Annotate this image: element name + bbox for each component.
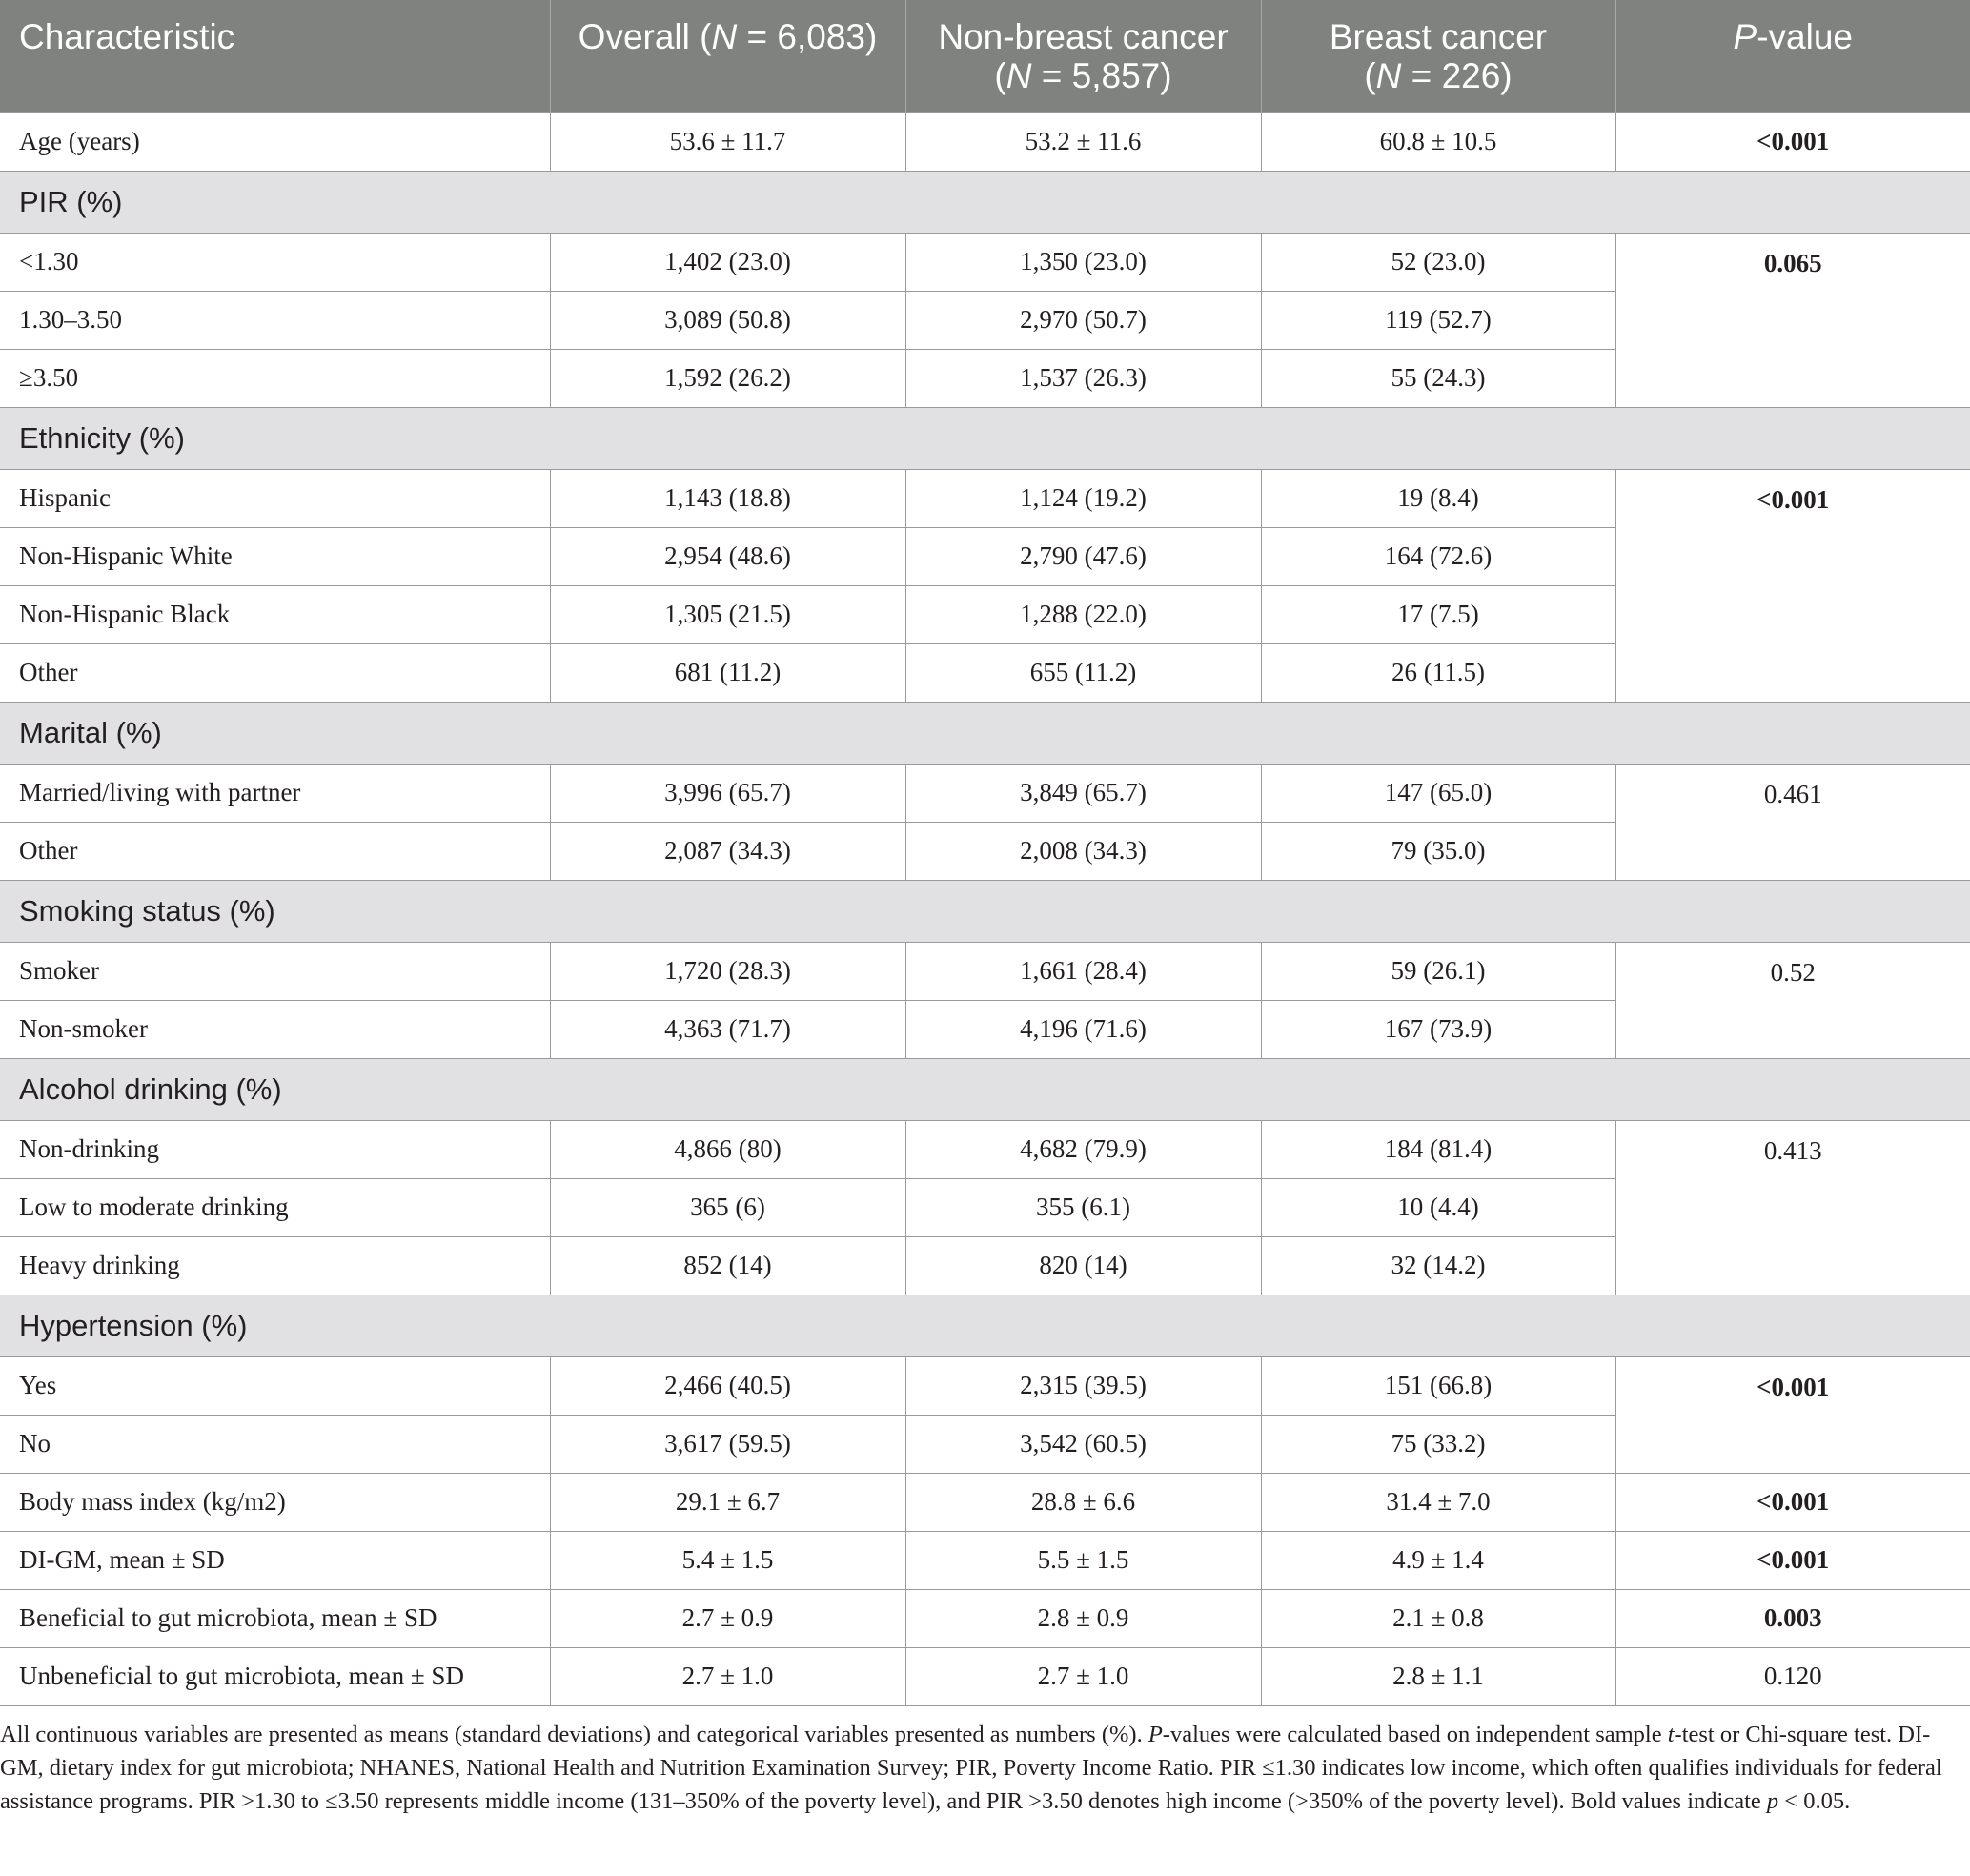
cell-overall: 2,954 (48.6) [550,527,905,585]
table-row-married [0,764,1970,822]
cell-non-breast-cancer: 655 (11.2) [905,643,1261,702]
section-pir [0,171,1970,233]
table-row-smoker [0,942,1970,1000]
cell-breast-cancer: 31.4 ± 7.0 [1261,1473,1615,1531]
row-label: Smoker [0,942,550,1000]
cell-p-value: <0.001 [1615,1356,1970,1473]
cell-breast-cancer: 59 (26.1) [1261,942,1615,1000]
row-label: Beneficial to gut microbiota, mean ± SD [0,1589,550,1647]
row-label: Non-drinking [0,1120,550,1178]
table-row-beneficial [0,1589,1970,1647]
cell-p-value: 0.120 [1615,1647,1970,1705]
cell-overall: 29.1 ± 6.7 [550,1473,905,1531]
cell-breast-cancer: 147 (65.0) [1261,764,1615,822]
cell-overall: 1,402 (23.0) [550,233,905,291]
cell-breast-cancer: 184 (81.4) [1261,1120,1615,1178]
row-label: Hispanic [0,469,550,527]
cell-overall: 1,305 (21.5) [550,585,905,643]
row-label: Heavy drinking [0,1236,550,1295]
table-header-row [0,0,1970,112]
cell-non-breast-cancer: 2.8 ± 0.9 [905,1589,1261,1647]
row-label: ≥3.50 [0,349,550,407]
cell-non-breast-cancer: 28.8 ± 6.6 [905,1473,1261,1531]
section-label: Marital (%) [0,702,1970,764]
cell-overall: 2,087 (34.3) [550,822,905,880]
cell-non-breast-cancer: 4,682 (79.9) [905,1120,1261,1178]
cell-breast-cancer: 10 (4.4) [1261,1178,1615,1236]
row-label: DI-GM, mean ± SD [0,1531,550,1589]
row-label: Other [0,822,550,880]
cell-p-value: <0.001 [1615,1473,1970,1531]
cell-breast-cancer: 32 (14.2) [1261,1236,1615,1295]
cell-breast-cancer: 55 (24.3) [1261,349,1615,407]
cell-p-value: <0.001 [1615,1531,1970,1589]
row-label: <1.30 [0,233,550,291]
row-label: Non-smoker [0,1000,550,1058]
cell-non-breast-cancer: 4,196 (71.6) [905,1000,1261,1058]
cell-overall: 365 (6) [550,1178,905,1236]
row-label: Unbeneficial to gut microbiota, mean ± SD [0,1647,550,1705]
cell-non-breast-cancer: 820 (14) [905,1236,1261,1295]
header-p-value: P-value [1615,0,1970,112]
cell-overall: 2,466 (40.5) [550,1356,905,1415]
cell-overall: 681 (11.2) [550,643,905,702]
cell-overall: 2.7 ± 0.9 [550,1589,905,1647]
cell-non-breast-cancer: 1,288 (22.0) [905,585,1261,643]
table-row-bmi [0,1473,1970,1531]
cell-overall: 53.6 ± 11.7 [550,112,905,171]
section-label: PIR (%) [0,171,1970,233]
cell-overall: 4,866 (80) [550,1120,905,1178]
cell-breast-cancer: 119 (52.7) [1261,291,1615,349]
cell-p-value: <0.001 [1615,469,1970,702]
cell-non-breast-cancer: 3,542 (60.5) [905,1415,1261,1473]
cell-overall: 2.7 ± 1.0 [550,1647,905,1705]
row-label: 1.30–3.50 [0,291,550,349]
cell-p-value: 0.52 [1615,942,1970,1058]
header-overall: Overall (N = 6,083) [550,0,905,112]
cell-non-breast-cancer: 2,315 (39.5) [905,1356,1261,1415]
section-label: Alcohol drinking (%) [0,1058,1970,1120]
header-breast-cancer: Breast cancer (N = 226) [1261,0,1615,112]
cell-non-breast-cancer: 1,350 (23.0) [905,233,1261,291]
table-row-pir-low [0,233,1970,291]
section-marital [0,702,1970,764]
cell-p-value: 0.065 [1615,233,1970,407]
cell-non-breast-cancer: 2,790 (47.6) [905,527,1261,585]
cell-overall: 3,089 (50.8) [550,291,905,349]
cell-non-breast-cancer: 1,661 (28.4) [905,942,1261,1000]
cell-non-breast-cancer: 1,124 (19.2) [905,469,1261,527]
cell-breast-cancer: 60.8 ± 10.5 [1261,112,1615,171]
cell-non-breast-cancer: 53.2 ± 11.6 [905,112,1261,171]
cell-overall: 852 (14) [550,1236,905,1295]
cell-overall: 3,996 (65.7) [550,764,905,822]
cell-overall: 1,592 (26.2) [550,349,905,407]
cell-non-breast-cancer: 2,970 (50.7) [905,291,1261,349]
table-row-hispanic [0,469,1970,527]
table-row-unbeneficial [0,1647,1970,1705]
cell-non-breast-cancer: 355 (6.1) [905,1178,1261,1236]
cell-breast-cancer: 79 (35.0) [1261,822,1615,880]
cell-p-value: <0.001 [1615,112,1970,171]
cell-breast-cancer: 75 (33.2) [1261,1415,1615,1473]
cell-non-breast-cancer: 3,849 (65.7) [905,764,1261,822]
header-characteristic: Characteristic [0,0,550,112]
cell-p-value: 0.461 [1615,764,1970,880]
cell-breast-cancer: 2.8 ± 1.1 [1261,1647,1615,1705]
section-smoking [0,880,1970,942]
cell-non-breast-cancer: 2.7 ± 1.0 [905,1647,1261,1705]
cell-breast-cancer: 17 (7.5) [1261,585,1615,643]
cell-breast-cancer: 19 (8.4) [1261,469,1615,527]
section-hypertension [0,1295,1970,1356]
cell-breast-cancer: 52 (23.0) [1261,233,1615,291]
row-label: Age (years) [0,112,550,171]
section-ethnicity [0,407,1970,469]
cell-breast-cancer: 164 (72.6) [1261,527,1615,585]
row-label: No [0,1415,550,1473]
cell-overall: 3,617 (59.5) [550,1415,905,1473]
cell-p-value: 0.003 [1615,1589,1970,1647]
cell-overall: 5.4 ± 1.5 [550,1531,905,1589]
cell-p-value: 0.413 [1615,1120,1970,1295]
cell-overall: 1,143 (18.8) [550,469,905,527]
table-row-hypertension-yes [0,1356,1970,1415]
row-label: Body mass index (kg/m2) [0,1473,550,1531]
section-label: Ethnicity (%) [0,407,1970,469]
row-label: Low to moderate drinking [0,1178,550,1236]
cell-non-breast-cancer: 1,537 (26.3) [905,349,1261,407]
section-label: Hypertension (%) [0,1295,1970,1356]
cell-overall: 1,720 (28.3) [550,942,905,1000]
table-row-age [0,112,1970,171]
cell-breast-cancer: 2.1 ± 0.8 [1261,1589,1615,1647]
table-footnote: All continuous variables are presented as means (standard deviations) and categorical variables presented as numbers (%). P-values were calculated based on independent sample t-test or Chi-square test. DI-GM, dietary index for gut microbiota; NHANES, National Health and Nutrition Examination Survey; PIR, Poverty Income Ratio. PIR ≤1.30 indicates low income, which often qualifies individuals for federal assistance programs. PIR >1.30 to ≤3.50 represents middle income (131–350% of the poverty level), and PIR >3.50 denotes high income (>350% of the poverty level). Bold values indicate p < 0.05. [0,1721,1942,1814]
row-label: Non-Hispanic White [0,527,550,585]
cell-breast-cancer: 167 (73.9) [1261,1000,1615,1058]
cell-overall: 4,363 (71.7) [550,1000,905,1058]
row-label: Yes [0,1356,550,1415]
cell-non-breast-cancer: 2,008 (34.3) [905,822,1261,880]
row-label: Non-Hispanic Black [0,585,550,643]
cell-breast-cancer: 151 (66.8) [1261,1356,1615,1415]
section-alcohol [0,1058,1970,1120]
row-label: Married/living with partner [0,764,550,822]
section-label: Smoking status (%) [0,880,1970,942]
row-label: Other [0,643,550,702]
table-row-non-drinking [0,1120,1970,1178]
cell-breast-cancer: 26 (11.5) [1261,643,1615,702]
cell-breast-cancer: 4.9 ± 1.4 [1261,1531,1615,1589]
cell-non-breast-cancer: 5.5 ± 1.5 [905,1531,1261,1589]
table-row-digm [0,1531,1970,1589]
header-non-breast-cancer: Non-breast cancer (N = 5,857) [905,0,1261,112]
